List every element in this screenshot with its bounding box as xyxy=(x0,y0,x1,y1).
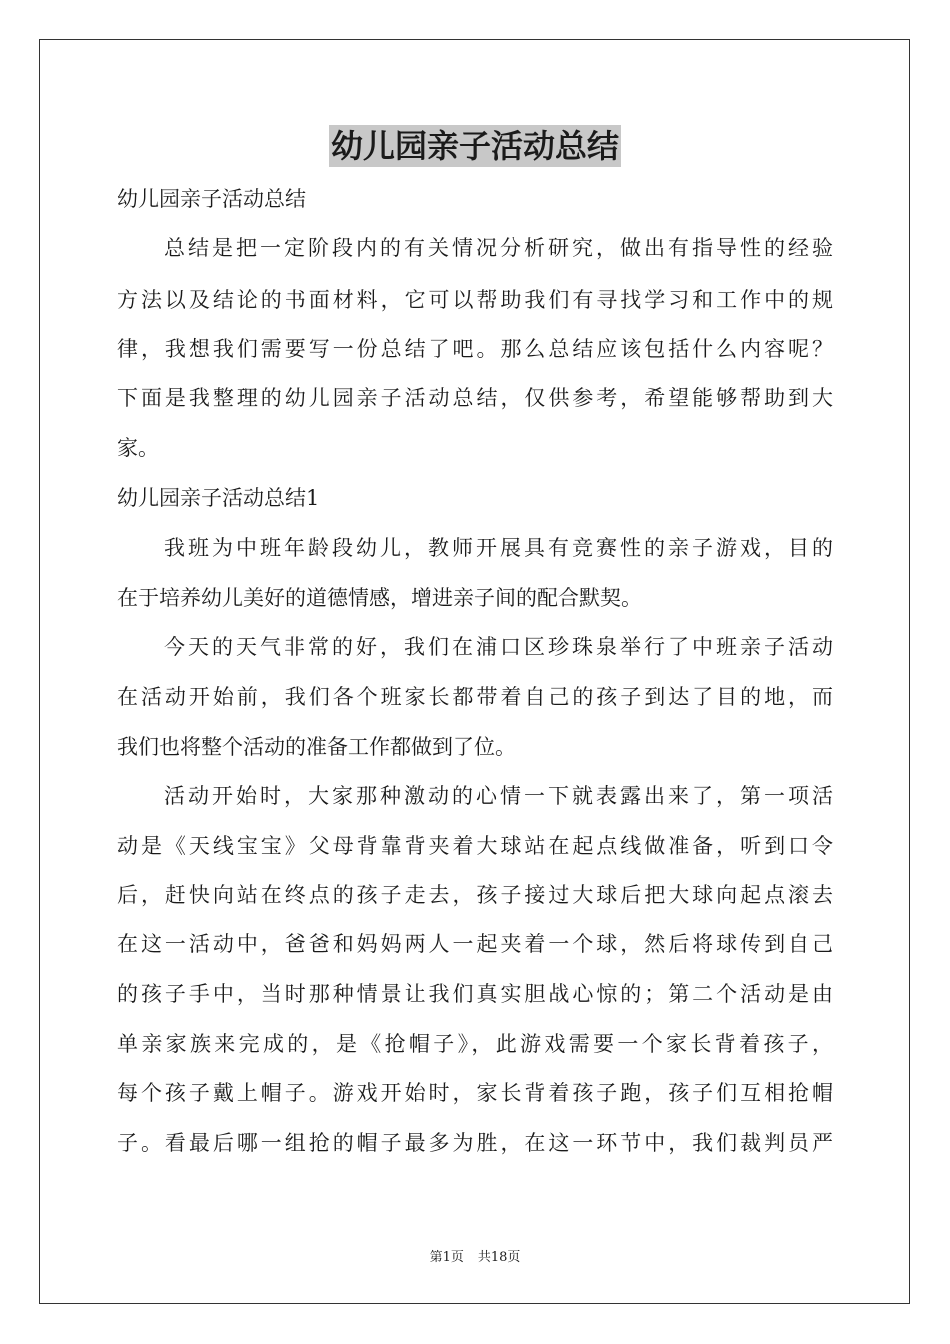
paragraph-line: 后，赶快向站在终点的孩子走去，孩子接过大球后把大球向起点滚去 xyxy=(117,883,833,907)
paragraph-line: 活动开始时，大家那种激动的心情一下就表露出来了，第一项活 xyxy=(164,784,833,808)
paragraph-line: 单亲家族来完成的，是《抢帽子》，此游戏需要一个家长背着孩子， xyxy=(117,1032,833,1056)
paragraph-line: 总结是把一定阶段内的有关情况分析研究，做出有指导性的经验 xyxy=(164,236,833,260)
paragraph-line: 方法以及结论的书面材料，它可以帮助我们有寻找学习和工作中的规 xyxy=(117,288,833,312)
paragraph-line: 今天的天气非常的好，我们在浦口区珍珠泉举行了中班亲子活动 xyxy=(164,635,833,659)
paragraph-line: 下面是我整理的幼儿园亲子活动总结，仅供参考，希望能够帮助到大 xyxy=(117,386,833,410)
document-title: 幼儿园亲子活动总结 xyxy=(330,127,619,165)
paragraph-line: 我班为中班年龄段幼儿，教师开展具有竞赛性的亲子游戏，目的 xyxy=(164,536,833,560)
page-number: 第1页 xyxy=(429,1250,464,1265)
paragraph-line: 律，我想我们需要写一份总结了吧。那么总结应该包括什么内容呢？ xyxy=(117,337,833,361)
page-footer xyxy=(0,1250,950,1266)
page-border xyxy=(39,39,910,1304)
section-heading: 幼儿园亲子活动总结1 xyxy=(117,486,320,510)
paragraph-line: 在于培养幼儿美好的道德情感，增进亲子间的配合默契。 xyxy=(117,586,642,610)
paragraph-line: 我们也将整个活动的准备工作都做到了位。 xyxy=(117,735,516,759)
document-subtitle: 幼儿园亲子活动总结 xyxy=(117,187,306,211)
paragraph-line: 动是《天线宝宝》父母背靠背夹着大球站在起点线做准备，听到口令 xyxy=(117,834,833,858)
paragraph-line: 家。 xyxy=(117,436,159,460)
paragraph-line: 的孩子手中，当时那种情景让我们真实胆战心惊的；第二个活动是由 xyxy=(117,982,833,1006)
paragraph-line: 子。看最后哪一组抢的帽子最多为胜，在这一环节中，我们裁判员严 xyxy=(117,1131,833,1155)
page-total: 共18页 xyxy=(477,1250,521,1265)
paragraph-line: 在活动开始前，我们各个班家长都带着自己的孩子到达了目的地，而 xyxy=(117,685,833,709)
paragraph-line: 在这一活动中，爸爸和妈妈两人一起夹着一个球，然后将球传到自己 xyxy=(117,932,833,956)
paragraph-line: 每个孩子戴上帽子。游戏开始时，家长背着孩子跑，孩子们互相抢帽 xyxy=(117,1081,833,1105)
